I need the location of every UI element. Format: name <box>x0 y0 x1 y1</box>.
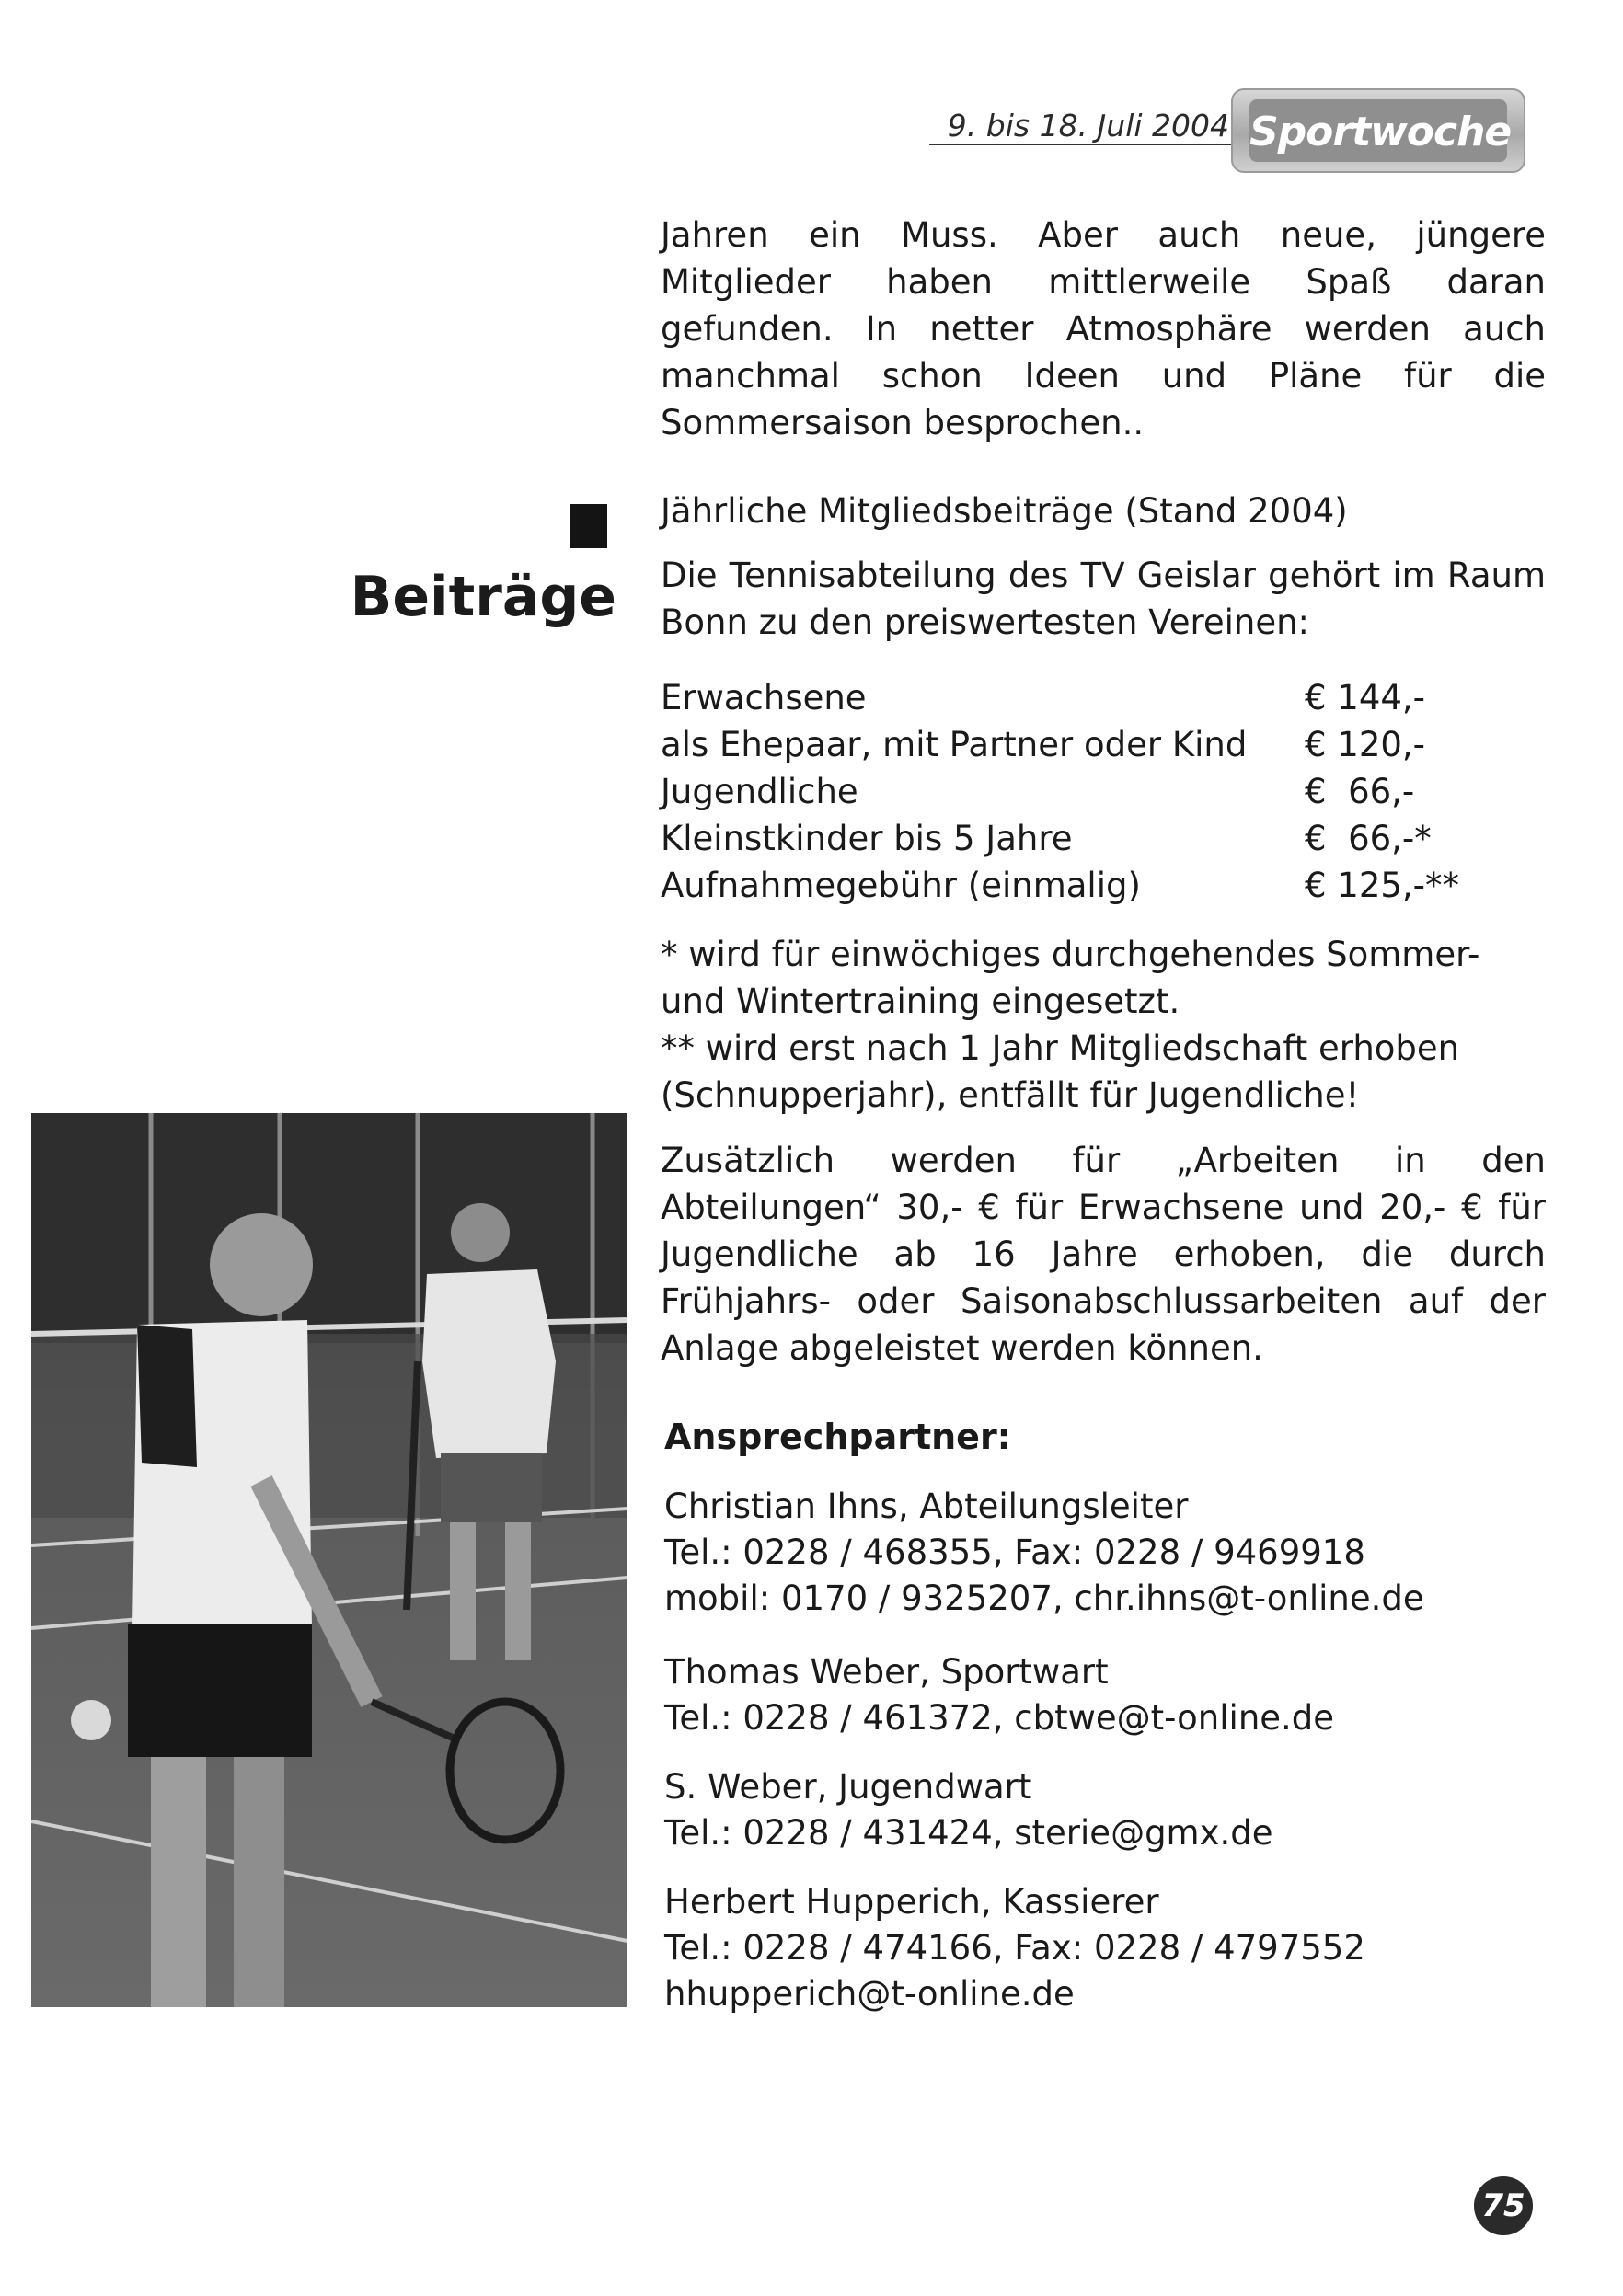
contact-name: Christian Ihns, Abteilungsleiter <box>664 1487 1189 1526</box>
fee-amount: € 120,- <box>1305 725 1426 764</box>
fee-label: Kleinstkinder bis 5 Jahre <box>661 819 1073 858</box>
fee-label: Erwachsene <box>661 678 867 718</box>
sportwoche-badge-label: Sportwoche <box>1249 99 1507 162</box>
fee-heading: Jährliche Mitgliedsbeiträge (Stand 2004) <box>661 491 1348 531</box>
fee-row <box>661 815 1489 862</box>
fee-table <box>661 674 1489 909</box>
contact-block <box>664 1484 1538 1622</box>
contact-line: Tel.: 0228 / 468355, Fax: 0228 / 9469918 <box>664 1533 1365 1572</box>
fee-note-2: ** wird erst nach 1 Jahr Mitgliedschaft erhoben (Schnupperjahr), entfällt für Jugendliche! <box>661 1028 1460 1115</box>
header-date: 9. bis 18. Juli 2004 <box>929 109 1233 145</box>
fee-row <box>661 721 1489 768</box>
contact-block <box>664 1649 1538 1741</box>
fee-label: Aufnahmegebühr (einmalig) <box>661 866 1141 905</box>
fee-row <box>661 768 1489 815</box>
fee-amount: € 125,-** <box>1305 866 1460 905</box>
intro-paragraph: Jahren ein Muss. Aber auch neue, jüngere Mitglieder haben mittlerweile Spaß daran gefunden. In netter Atmosphäre werden auch manchmal schon Ideen und Pläne für die Sommersaison besprochen.. <box>661 215 1546 442</box>
contact-line: Tel.: 0228 / 474166, Fax: 0228 / 4797552 <box>664 1928 1365 1968</box>
contact-line: Tel.: 0228 / 461372, cbtwe@t-online.de <box>664 1698 1335 1738</box>
contact-block <box>664 1764 1538 1856</box>
fee-label: als Ehepaar, mit Partner oder Kind <box>661 725 1248 764</box>
fee-amount: € 144,- <box>1305 678 1426 718</box>
contact-name: Herbert Hupperich, Kassierer <box>664 1882 1159 1922</box>
contact-name: Thomas Weber, Sportwart <box>664 1652 1109 1692</box>
contacts-heading: Ansprechpartner: <box>664 1417 1011 1457</box>
fee-row <box>661 862 1489 909</box>
contact-line: hhupperich@t-online.de <box>664 1974 1075 2014</box>
fee-label: Jugendliche <box>661 772 858 811</box>
fee-note-1: * wird für einwöchiges durchgehendes Sommer- und Wintertraining eingesetzt. <box>661 935 1480 1021</box>
fee-row <box>661 674 1489 721</box>
sportwoche-badge <box>1231 88 1525 173</box>
tennis-players-illustration <box>31 1113 627 2007</box>
fee-intro: Die Tennisabteilung des TV Geislar gehört im Raum Bonn zu den preiswertesten Vereinen: <box>661 556 1546 642</box>
page-number: 75 <box>1474 2176 1533 2235</box>
tennis-players-photo <box>31 1113 627 2007</box>
fee-notes <box>661 931 1546 1119</box>
contact-line: Tel.: 0228 / 431424, sterie@gmx.de <box>664 1813 1273 1853</box>
contact-block <box>664 1879 1538 2017</box>
extra-fees-paragraph: Zusätzlich werden für „Arbeiten in den Abteilungen“ 30,- € für Erwachsene und 20,- € für Jugendliche ab 16 Jahre erhoben, die durch Frühjahrs- oder Saisonabschlussarbeiten auf der Anlage abgeleistet werden können. <box>661 1141 1546 1368</box>
section-marker-square <box>570 504 607 548</box>
contact-line: mobil: 0170 / 9325207, chr.ihns@t-online.de <box>664 1578 1424 1618</box>
fee-amount: € 66,-* <box>1305 819 1432 858</box>
fee-amount: € 66,- <box>1305 772 1415 811</box>
section-title: Beiträge <box>350 565 616 629</box>
contact-name: S. Weber, Jugendwart <box>664 1767 1032 1807</box>
